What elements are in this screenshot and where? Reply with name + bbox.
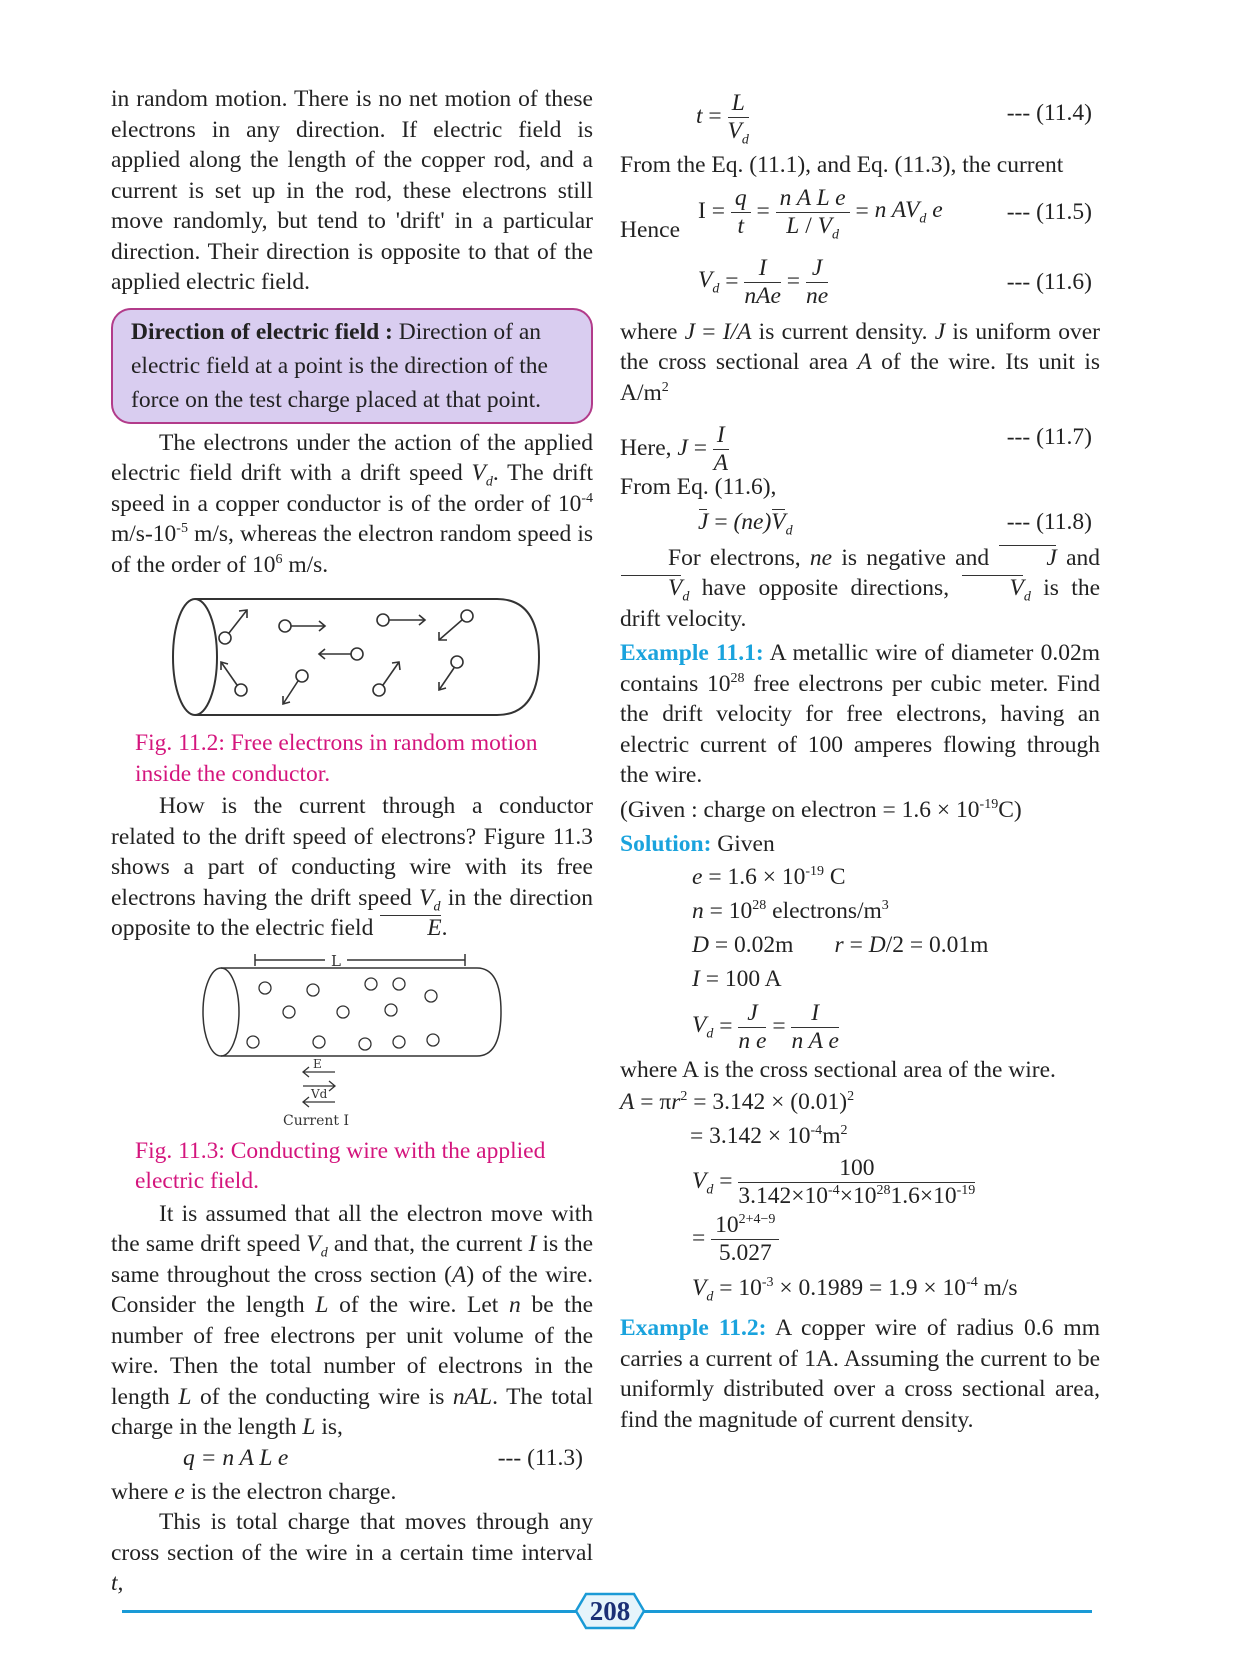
area-calculation: $A = \pi r^2 = 3.142 \times (0.01)^2$ = $3.142 \times 10^{-4}m^2$ $V_d$ = $\frac{100}{3.142\times 10^{-4}\times 10^{28}1.6\times 10^{-19}}$ = $\frac{10^{2+4-9}}{5.027}$ $V_d = 10^{-3} \times 0.1989 = 1.9 \times 10^{-4}$ m/s bbox=[620, 1089, 1018, 1305]
given-charge: (Given : charge on electron = $1.6 \times 10^{-19}C$) bbox=[620, 796, 1022, 823]
paragraph-current-density: where J = I/A is current density. J is uniform over the cross sectional area A of the wire. Its unit is $A/m^2$ bbox=[620, 318, 1100, 406]
paragraph-from-eq-116: From Eq. (11.6), bbox=[620, 474, 777, 500]
paragraph-current-from-eq: From the Eq. (11.1), and Eq. (11.3), the current bbox=[620, 152, 1064, 178]
paragraph-electron-charge: where e is the electron charge. bbox=[111, 1478, 397, 1505]
definition-box bbox=[111, 308, 593, 424]
solution-givens: $e = 1.6 \times 10^{-19}$ C $n = 10^{28}$ electrons/$m^3$ D = 0.02m r = D/2 = 0.01m I = 100 A $V_d$ = $\frac{J}{\text{n e}}$ = $\frac{I}{\text{n A e}}$ bbox=[692, 863, 989, 1054]
right-column bbox=[620, 84, 1100, 1435]
paragraph-drift-speed: The electrons under the action of the applied electric field drift with a drift speed $V_d$. The drift speed in a copper conductor is of the order of $10^{-4}$ $m/s-10^{-5}$ m/s, whereas the electron random speed is of the order of $10^6$ m/s. bbox=[111, 429, 593, 578]
paragraph-time-interval: This is total charge that moves through any cross section of the wire in a certain time interval t, bbox=[111, 1509, 593, 1596]
figure-11-3 bbox=[195, 950, 593, 1136]
footer-rule-left bbox=[122, 1610, 578, 1613]
paragraph-current-drift: How is the current through a conductor related to the drift speed of electrons? Figure 11.3 shows a part of conducting wire with its free electrons having the drift speed $V_d$ in the direction opposite to the electric field E. bbox=[111, 791, 593, 944]
paragraph-random-motion: in random motion. There is no net motion of these electrons in any direction. If electric field is applied along the length of the copper rod, and a current is set up in the rod, these electrons still move randomly, but tend to 'drift' in a particular direction. Their direction is opposite to that of the applied electric field. bbox=[111, 86, 593, 295]
figure-11-3-caption: Fig. 11.3: Conducting wire with the applied electric field. bbox=[135, 1137, 546, 1194]
example-11-1: Example 11.1: A metallic wire of diameter 0.02m contains $10^{28}$ free electrons per cubic meter. Find the drift velocity for free electrons, having an electric current of 100 amperes flowing through the wire. bbox=[620, 640, 1100, 788]
equation-11-6: $V_d$ = $\frac{I}{\text{nAe}}$ = $\frac{J}{ne}$ --- (11.6) bbox=[698, 254, 1092, 309]
paragraph-opposite-directions: For electrons, ne is negative and J and $V_d$ have opposite directions, $V_d$ is the drift velocity. bbox=[620, 544, 1100, 632]
footer-rule-right bbox=[642, 1610, 1092, 1613]
equation-11-4: t = $\frac{L}{V_d}$ --- (11.4) bbox=[696, 90, 1092, 148]
left-column bbox=[111, 84, 593, 1599]
fig3-length-label: L bbox=[331, 951, 341, 970]
page-number: 208 bbox=[589, 1596, 631, 1626]
free-electrons-diagram bbox=[167, 592, 547, 722]
fig3-current-label: Current I bbox=[283, 1112, 350, 1129]
equation-11-3: q = n A L e --- (11.3) bbox=[183, 1444, 583, 1471]
figure-11-2-caption: Fig. 11.2: Free electrons in random motion inside the conductor. bbox=[135, 730, 538, 787]
equation-11-8: $J = (ne)V_d$ --- (11.8) bbox=[698, 508, 1092, 539]
conducting-wire-diagram bbox=[195, 950, 505, 1136]
definition-title: Direction of electric field : bbox=[131, 318, 393, 345]
equation-11-7: Here, J = $\frac{I}{A}$ --- (11.7) bbox=[620, 422, 1092, 476]
where-area: where A is the cross sectional area of the wire. bbox=[620, 1056, 1056, 1083]
solution-heading: Solution: Given bbox=[620, 831, 775, 857]
fig3-field-label: E bbox=[313, 1056, 322, 1071]
example-11-2: Example 11.2: A copper wire of radius 0.6 mm carries a current of 1A. Assuming the current to be uniformly distributed over a cross sectional area, find the magnitude of current density. bbox=[620, 1315, 1100, 1433]
definition-text: Direction of an electric field at a point is the direction of the force on the test charge placed at that point. bbox=[131, 318, 548, 413]
paragraph-total-charge: It is assumed that all the electron move with the same drift speed $V_d$ and that, the current I is the same throughout the cross section (A) of the wire. Consider the length L of the wire. Let n be the number of free electrons per unit volume of the wire. Then the total number of electrons in the length L of the conducting wire is nAL. The total charge in the length L is, bbox=[111, 1200, 594, 1440]
equation-11-5: Hence I = $\frac{q}{t}$ = $\frac{\text{n A L e}}{L / V_d}$ = n $AV_d$ e --- (11.5) bbox=[620, 184, 1092, 243]
fig3-drift-label: Vd bbox=[311, 1086, 328, 1101]
figure-11-2 bbox=[167, 592, 593, 722]
